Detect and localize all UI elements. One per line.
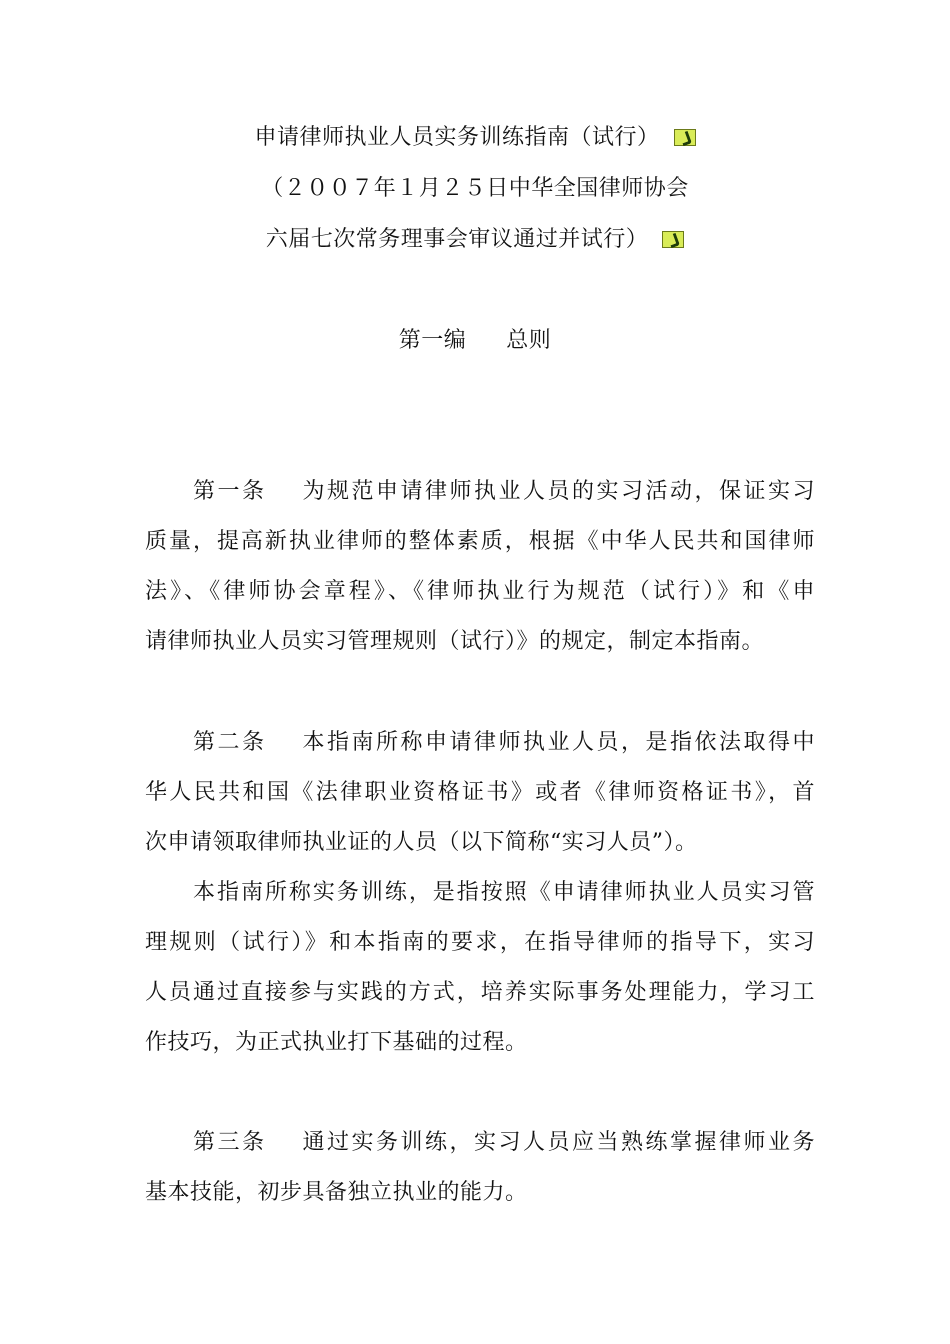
article-line: 人员通过直接参与实践的方式，培养实际事务处理能力，学习工 [145, 980, 815, 1005]
note-icon[interactable] [662, 231, 684, 248]
article-text: 本指南所称申请律师执业人员，是指依法取得中 [300, 730, 815, 755]
document-subtitle-line-1: （２００７年１月２５日中华全国律师协会 [261, 176, 689, 201]
document-title [0, 123, 950, 153]
part-label: 第一编 [398, 328, 467, 353]
article-2-first-line [193, 728, 815, 758]
article-line: 理规则（试行）》和本指南的要求，在指导律师的指导下，实习 [145, 930, 815, 955]
article-number: 第二条 [193, 730, 267, 755]
part-heading [0, 326, 950, 356]
article-line: 次申请领取律师执业证的人员（以下简称“实习人员”）。 [145, 830, 698, 855]
article-number: 第一条 [193, 479, 267, 504]
article-3-first-line [193, 1128, 815, 1158]
article-1-first-line [193, 477, 815, 507]
article-line: 本指南所称实务训练，是指按照《申请律师执业人员实习管 [193, 880, 815, 905]
article-line: 法》、《律师协会章程》、《律师执业行为规范（试行）》和《申 [145, 579, 815, 604]
document-subtitle-line-2 [0, 225, 950, 255]
part-name: 总则 [506, 328, 552, 353]
article-line: 质量，提高新执业律师的整体素质，根据《中华人民共和国律师 [145, 529, 815, 554]
article-text: 通过实务训练，实习人员应当熟练掌握律师业务 [300, 1130, 815, 1155]
article-line: 请律师执业人员实习管理规则（试行）》的规定，制定本指南。 [145, 629, 765, 654]
article-line: 华人民共和国《法律职业资格证书》或者《律师资格证书》，首 [145, 780, 815, 805]
article-number: 第三条 [193, 1130, 267, 1155]
note-icon[interactable] [674, 129, 696, 146]
title-text: 申请律师执业人员实务训练指南（试行） [254, 125, 660, 150]
article-line: 基本技能，初步具备独立执业的能力。 [145, 1180, 528, 1205]
article-line: 作技巧，为正式执业打下基础的过程。 [145, 1030, 528, 1055]
article-text: 为规范申请律师执业人员的实习活动，保证实习 [300, 479, 815, 504]
subtitle-text: 六届七次常务理事会审议通过并试行） [265, 227, 649, 252]
